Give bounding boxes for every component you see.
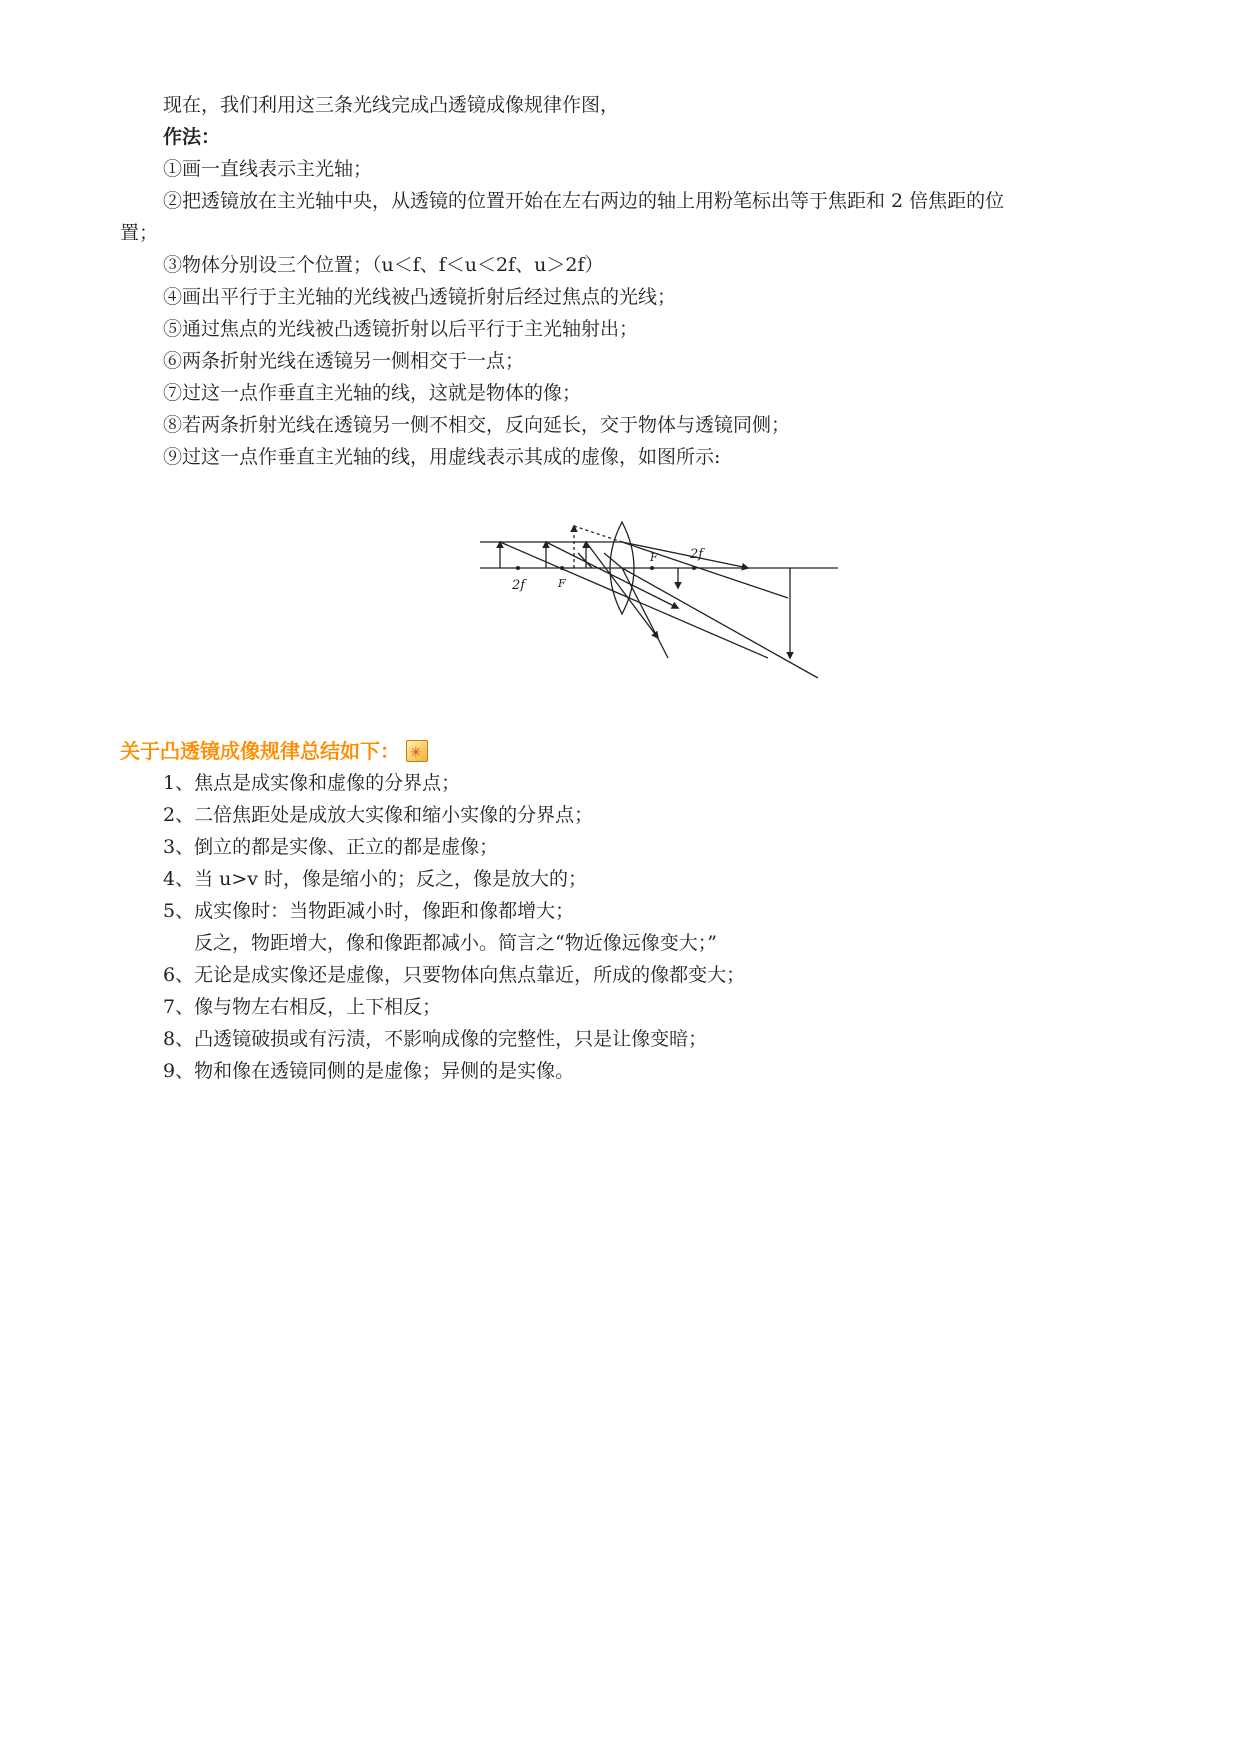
convex-lens-diagram [478,508,873,693]
summary-item: 8、凸透镜破损或有污渍，不影响成像的完整性，只是让像变暗； [163,1028,708,1050]
summary-item: 2、二倍焦距处是成放大实像和缩小实像的分界点； [163,804,594,826]
focal-point-dot [650,566,654,570]
label-2f-right: 2f [690,547,704,562]
step-item: ④画出平行于主光轴的光线被凸透镜折射后经过焦点的光线； [163,286,677,308]
method-heading: 作法： [163,126,221,148]
summary-item: 5、成实像时：当物距减小时，像距和像都增大； [163,900,575,922]
step-item: ⑥两条折射光线在透镜另一侧相交于一点； [163,350,525,372]
intro-paragraph: 现在，我们利用这三条光线完成凸透镜成像规律作图， [163,94,620,116]
summary-item: 6、无论是成实像还是虚像，只要物体向焦点靠近，所成的像都变大； [163,964,746,986]
focal-point-dot [516,566,520,570]
step-item: ⑨过这一点作垂直主光轴的线，用虚线表示其成的虚像，如图所示: [163,446,721,468]
step-item: ①画一直线表示主光轴； [163,158,373,180]
summary-heading-text: 关于凸透镜成像规律总结如下： [120,739,400,763]
step-item: ⑧若两条折射光线在透镜另一侧不相交，反向延长，交于物体与透镜同侧； [163,414,791,436]
step-item: ③物体分别设三个位置；（u＜f、f＜u＜2f、u＞2f） [163,254,604,276]
summary-item: 1、焦点是成实像和虚像的分界点； [163,772,461,794]
label-f-left: F [558,577,566,590]
label-f-right: F [650,551,658,564]
summary-item: 3、倒立的都是实像、正立的都是虚像； [163,836,499,858]
summary-item: 9、物和像在透镜同侧的是虚像；异侧的是实像。 [163,1060,575,1082]
summary-heading [120,738,428,764]
focal-point-dot [560,566,564,570]
summary-item-continuation: 反之，物距增大，像和像距都减小。简言之“物近像远像变大；” [194,932,717,954]
label-2f-left: 2f [512,578,526,593]
summary-item: 7、像与物左右相反，上下相反； [163,996,442,1018]
step-item: ⑦过这一点作垂直主光轴的线，这就是物体的像； [163,382,582,404]
step-item: ⑤通过焦点的光线被凸透镜折射以后平行于主光轴射出； [163,318,639,340]
summary-item: 4、当 u>v 时，像是缩小的；反之，像是放大的； [163,868,588,890]
note-badge-icon [406,740,428,762]
focal-point-dot [692,566,696,570]
step-item-continuation: 置； [120,222,159,244]
step-item: ②把透镜放在主光轴中央，从透镜的位置开始在左右两边的轴上用粉笔标出等于焦距和 2 倍焦距的位 [163,190,1005,212]
